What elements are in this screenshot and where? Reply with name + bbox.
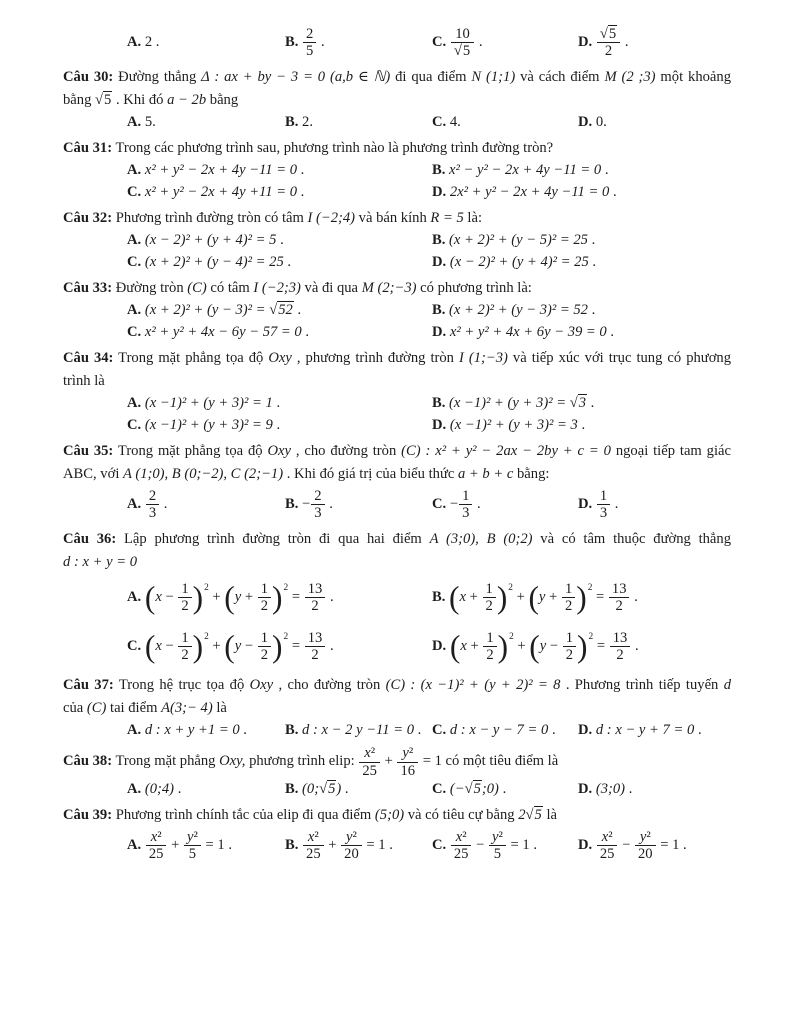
- math-expression: (x + 2)² + (y − 3)² = √52: [144, 301, 293, 318]
- option-B: B. $\frac{2}{5}$ .: [285, 26, 325, 60]
- math-expression: 2x² + y² − 2x + 4y −11 = 0: [449, 183, 610, 200]
- option-A: A. (x − 2)² + (y + 4)² = 5 .: [127, 231, 284, 248]
- math-expression: I (−2;4): [307, 209, 356, 226]
- option-C: C. $\frac{\text{x²}}{25}$ − $\frac{\text{y²}}{5}$ = 1 .: [432, 829, 537, 863]
- big-paren-open: (: [529, 628, 540, 664]
- options-row: [127, 829, 731, 863]
- math-expression: d : x − 2 y −11 = 0: [302, 722, 414, 739]
- question-stem-line: Câu 39: Phương trình chính tắc của elip đi qua điểm (5;0) và có tiêu cự bằng 2√5 là: [63, 807, 557, 824]
- question-block-38: [63, 745, 731, 798]
- math-expression: (−√5;0): [449, 781, 499, 798]
- option-key: C.: [432, 34, 447, 51]
- fraction: $\frac{1}{2}$: [177, 630, 192, 664]
- fraction: $\frac{2}{5}$: [302, 26, 317, 60]
- option-C: C. d : x − y − 7 = 0 .: [432, 722, 556, 739]
- big-paren-open: (: [144, 628, 156, 664]
- math-expression: a + b + c: [457, 466, 514, 483]
- options-row: [127, 722, 731, 739]
- big-paren-close: ): [497, 628, 509, 664]
- option-C: C. (−√5;0) .: [432, 781, 507, 798]
- math-expression: (x − 2)² + (y + 4)² = 25: [449, 253, 589, 270]
- option-B: B. (0;√5) .: [285, 781, 349, 798]
- option-C: C. x² + y² + 4x − 6y − 57 = 0 .: [127, 323, 310, 340]
- sqrt-expression: √5: [95, 91, 112, 108]
- math-expression: x: [460, 637, 467, 654]
- question-block-32: [63, 207, 731, 271]
- math-expression: x: [150, 829, 158, 846]
- option-A: A. $\frac{\text{x²}}{25}$ + $\frac{\text{y²}}{5}$ = 1 .: [127, 829, 232, 863]
- option-key: A.: [127, 722, 142, 739]
- question-number-label: Câu 32:: [63, 209, 113, 226]
- math-expression: Oxy,: [219, 753, 246, 770]
- option-key: A.: [127, 301, 142, 318]
- option-D: D. $\frac{\text{x²}}{25}$ − $\frac{\text{y²}}{20}$ = 1 .: [578, 829, 687, 863]
- math-expression: y: [539, 637, 547, 654]
- math-expression: M (2 ;3): [604, 68, 656, 85]
- option-key: D.: [578, 496, 593, 513]
- option-key: B.: [432, 161, 446, 178]
- big-paren-close: ): [577, 628, 588, 664]
- option-key: D.: [578, 837, 593, 854]
- sqrt-expression: √5: [319, 781, 336, 798]
- option-B: B. d : x − 2 y −11 = 0 .: [285, 722, 422, 739]
- big-paren-close: ): [192, 628, 204, 664]
- option-key: C.: [127, 417, 142, 434]
- math-expression: A (3;0), B (0;2): [429, 530, 533, 547]
- option-key: B.: [432, 589, 446, 606]
- math-expression: I (−2;3): [253, 279, 301, 296]
- fraction: $\frac{\text{x²}}{25}$: [358, 745, 381, 779]
- option-C: C. − $\frac{1}{3}$ .: [432, 488, 481, 522]
- option-key: D.: [578, 722, 593, 739]
- question-number-label: Câu 39:: [63, 807, 113, 824]
- superscript: 2: [204, 631, 209, 642]
- fraction: $\frac{\text{x²}}{25}$: [596, 829, 619, 863]
- option-D: D. $\frac{1}{3}$ .: [578, 488, 619, 522]
- math-expression: (C): [187, 279, 207, 296]
- option-key: B.: [285, 496, 299, 513]
- superscript: 2: [588, 631, 594, 642]
- sqrt-expression: √5: [464, 781, 481, 798]
- question-stem-line: Câu 35: Trong mặt phẳng tọa độ Oxy , cho đường tròn (C) : x² + y² − 2ax − 2by + c = 0 ngoại tiếp tam giác: [63, 443, 731, 460]
- option-key: A.: [127, 231, 142, 248]
- superscript: 2: [508, 582, 513, 593]
- math-expression: y: [538, 589, 546, 606]
- option-D: D. (x −1)² + (y + 3)² = 3 .: [432, 417, 586, 434]
- question-number-label: Câu 33:: [63, 279, 113, 296]
- math-expression: d : x − y − 7 = 0: [449, 722, 549, 739]
- option-key: A.: [127, 34, 142, 51]
- math-expression: A(3;− 4): [161, 700, 213, 717]
- option-B: B. (x + 2)² + (y − 3)² = 52 .: [432, 301, 596, 318]
- option-key: C.: [127, 183, 142, 200]
- superscript: 2: [587, 582, 593, 593]
- option-key: B.: [285, 781, 299, 798]
- fraction: $\frac{1}{3}$: [596, 488, 611, 522]
- option-D: D. d : x − y + 7 = 0 .: [578, 722, 702, 739]
- sqrt-expression: √5: [453, 43, 471, 60]
- option-key: D.: [578, 34, 593, 51]
- fraction: $\frac{1}{2}$: [257, 581, 272, 615]
- math-expression: A (1;0), B (0;−2), C (2;−1): [123, 466, 284, 483]
- big-paren-open: (: [449, 579, 460, 615]
- option-key: C.: [127, 323, 142, 340]
- option-key: C.: [432, 837, 447, 854]
- options-row: [127, 232, 731, 271]
- option-key: B.: [432, 395, 446, 412]
- superscript: 2: [509, 631, 514, 642]
- math-expression: Oxy: [268, 349, 292, 366]
- fraction: $\frac{\text{y²}}{16}$: [396, 745, 419, 779]
- math-expression: y: [491, 829, 499, 846]
- question-block-35: [63, 440, 731, 522]
- math-expression: M (2;−3): [361, 279, 417, 296]
- big-paren-open: (: [528, 579, 539, 615]
- option-A: A. (0;4) .: [127, 781, 182, 798]
- math-expression: I (1;−3): [458, 349, 508, 366]
- question-number-label: Câu 37:: [63, 677, 114, 694]
- math-expression: a − 2b: [167, 91, 207, 108]
- fraction: $\frac{13}{2}$: [608, 581, 631, 615]
- fraction: $\frac{1}{2}$: [257, 630, 272, 664]
- math-expression: y: [402, 745, 409, 762]
- option-key: D.: [578, 781, 593, 798]
- math-expression: N (1;1): [471, 68, 516, 85]
- math-expression: 2√5: [518, 807, 542, 824]
- math-expression: (C) : (x −1)² + (y + 2)² = 8: [385, 677, 561, 694]
- option-D: D. x² + y² + 4x + 6y − 39 = 0 .: [432, 323, 615, 340]
- fraction: $\frac{13}{2}$: [609, 630, 632, 664]
- fraction: $\frac{√5}{2}$: [596, 26, 621, 60]
- math-expression: x² + y² − 2x + 4y −11 = 0: [144, 161, 297, 178]
- option-A: A. $\frac{2}{3}$ .: [127, 488, 168, 522]
- question-number-label: Câu 35:: [63, 443, 114, 460]
- options-row: [127, 488, 731, 522]
- question-block-34: [63, 347, 731, 434]
- question-block-33: [63, 277, 731, 341]
- fraction: $\frac{\text{x²}}{25}$: [145, 829, 168, 863]
- options-row: [127, 302, 731, 341]
- question-stem-line: Câu 38: Trong mặt phẳng Oxy, phương trình elip: $\frac{\text{x²}}{25}$ + $\frac{\text{y²}}{16}$ = 1 có một tiêu điểm là: [63, 745, 559, 779]
- question-number-label: Câu 34:: [63, 349, 114, 366]
- question-block-30: [63, 66, 731, 131]
- math-expression: (x + 2)² + (y − 4)² = 25: [144, 253, 284, 270]
- math-expression: (C): [86, 700, 107, 717]
- fraction: $\frac{2}{3}$: [310, 488, 325, 522]
- fraction: $\frac{\text{x²}}{25}$: [302, 829, 325, 863]
- math-expression: y: [639, 829, 647, 846]
- question-number-label: Câu 31:: [63, 139, 113, 156]
- fraction: $\frac{\text{y²}}{5}$: [488, 829, 507, 863]
- option-B: B. 2.: [285, 113, 313, 130]
- options-row: [127, 781, 731, 798]
- math-expression: Δ : ax + by − 3 = 0 (a,b ∈ ℕ): [201, 68, 391, 85]
- option-C: C. x² + y² − 2x + 4y +11 = 0 .: [127, 183, 305, 200]
- question-block-39: [63, 804, 731, 863]
- fraction: $\frac{1}{2}$: [177, 581, 192, 615]
- question-stem-line: bằng √5 . Khi đó a − 2b bằng: [63, 91, 239, 108]
- math-expression: (5;0): [374, 807, 405, 824]
- math-expression: (x + 2)² + (y − 5)² = 25: [449, 231, 588, 248]
- math-expression: x: [307, 829, 315, 846]
- big-paren-close: ): [576, 579, 587, 615]
- big-paren-open: (: [449, 628, 461, 664]
- option-A: A. (x + 2)² + (y − 3)² = √52 .: [127, 301, 302, 318]
- option-A: A. x² + y² − 2x + 4y −11 = 0 .: [127, 161, 305, 178]
- option-B: B. $\frac{\text{x²}}{25}$ + $\frac{\text{y²}}{20}$ = 1 .: [285, 829, 393, 863]
- math-expression: (x −1)² + (y + 3)² = √3: [449, 395, 587, 412]
- fraction: $\frac{\text{y²}}{20}$: [634, 829, 657, 863]
- fraction: $\frac{10}{√5}$: [450, 26, 475, 60]
- option-key: A.: [127, 113, 142, 130]
- option-key: C.: [127, 637, 142, 654]
- math-expression: R = 5: [430, 209, 464, 226]
- math-expression: d : x + y +1 = 0: [144, 722, 240, 739]
- big-paren-open: (: [224, 628, 235, 664]
- option-key: A.: [127, 496, 142, 513]
- option-C: C. (x + 2)² + (y − 4)² = 25 .: [127, 253, 292, 270]
- math-expression: x: [601, 829, 609, 846]
- option-key: C.: [432, 496, 447, 513]
- big-paren-open: (: [224, 579, 235, 615]
- question-number-label: Câu 36:: [63, 530, 117, 547]
- math-expression: d : x + y = 0: [63, 553, 137, 570]
- option-key: D.: [432, 637, 447, 654]
- option-key: B.: [285, 722, 299, 739]
- option-B: B. (x −1)² + (y + 3)² = √3 .: [432, 395, 595, 412]
- math-expression: x: [155, 637, 162, 654]
- question-stem-line: ABC, với A (1;0), B (0;−2), C (2;−1) . Khi đó giá trị của biểu thức a + b + c bằng:: [63, 466, 550, 483]
- question-block-29-options: [63, 26, 731, 60]
- superscript: 2: [283, 631, 289, 642]
- question-stem-line: Câu 37: Trong hệ trục tọa độ Oxy , cho đường tròn (C) : (x −1)² + (y + 2)² = 8 . Phương trình tiếp tuyến d: [63, 677, 731, 694]
- question-number-label: Câu 38:: [63, 753, 113, 770]
- fraction: $\frac{1}{2}$: [561, 581, 576, 615]
- option-D: D. 2x² + y² − 2x + 4y −11 = 0 .: [432, 183, 617, 200]
- option-D: D. (x + $\frac{1}{2}$ )$^2$ + (y − $\frac{1}{2}$ )$^2$ = $\frac{13}{2}$ .: [432, 628, 639, 664]
- fraction: $\frac{13}{2}$: [304, 630, 327, 664]
- fraction: $\frac{\text{y²}}{20}$: [340, 829, 363, 863]
- option-B: B. (x + 2)² + (y − 5)² = 25 .: [432, 231, 596, 248]
- option-C: C. 4.: [432, 113, 461, 130]
- math-expression: x² + y² + 4x + 6y − 39 = 0: [449, 323, 607, 340]
- fraction: $\frac{1}{2}$: [562, 630, 577, 664]
- option-A: A. (x − $\frac{1}{2}$ )$^2$ + (y + $\frac{1}{2}$ )$^2$ = $\frac{13}{2}$ .: [127, 579, 334, 615]
- option-D: D. $\frac{√5}{2}$ .: [578, 26, 629, 60]
- math-expression: y: [234, 637, 242, 654]
- math-expression: (0;√5): [302, 781, 342, 798]
- option-key: C.: [432, 113, 447, 130]
- math-expression: (x − 2)² + (y + 4)² = 5: [144, 231, 277, 248]
- question-stem-line: Câu 30: Đường thẳng Δ : ax + by − 3 = 0 (a,b ∈ ℕ) đi qua điểm N (1;1) và cách điểm M (2 ;3) một khoảng: [63, 68, 731, 85]
- math-expression: x² + y² + 4x − 6y − 57 = 0: [144, 323, 302, 340]
- big-paren-close: ): [192, 579, 204, 615]
- option-key: B.: [285, 113, 299, 130]
- big-paren-close: ): [272, 628, 283, 664]
- question-number-label: Câu 30:: [63, 68, 114, 85]
- sqrt-expression: √5: [599, 26, 617, 42]
- option-C: C. $\frac{10}{√5}$ .: [432, 26, 483, 60]
- big-paren-open: (: [144, 579, 156, 615]
- math-expression: (x + 2)² + (y − 3)² = 52: [449, 301, 588, 318]
- option-D: D. (x − 2)² + (y + 4)² = 25 .: [432, 253, 597, 270]
- options-row: [127, 162, 731, 201]
- option-key: D.: [432, 253, 447, 270]
- question-stem-line: Câu 34: Trong mặt phẳng tọa độ Oxy , phương trình đường tròn I (1;−3) và tiếp xúc với trục tung có phương: [63, 349, 732, 366]
- question-stem-line: Câu 32: Phương trình đường tròn có tâm I (−2;4) và bán kính R = 5 là:: [63, 209, 483, 226]
- fraction: $\frac{1}{3}$: [458, 488, 473, 522]
- question-stem-line: Câu 33: Đường tròn (C) có tâm I (−2;3) và đi qua M (2;−3) có phương trình là:: [63, 279, 532, 296]
- option-key: C.: [432, 781, 447, 798]
- big-paren-close: ): [496, 579, 508, 615]
- fraction: $\frac{1}{2}$: [482, 581, 497, 615]
- question-block-36: [63, 528, 731, 668]
- options-row: [127, 114, 731, 131]
- math-expression: (0;4): [144, 781, 175, 798]
- option-B: B. x² − y² − 2x + 4y −11 = 0 .: [432, 161, 609, 178]
- math-expression: Oxy: [249, 677, 274, 694]
- math-expression: (x −1)² + (y + 3)² = 9: [144, 417, 273, 434]
- fraction: $\frac{\text{x²}}{25}$: [450, 829, 473, 863]
- option-C: C. (x − $\frac{1}{2}$ )$^2$ + (y − $\frac{1}{2}$ )$^2$ = $\frac{13}{2}$ .: [127, 628, 334, 664]
- option-A: A. 5.: [127, 113, 156, 130]
- sqrt-expression: √5: [525, 807, 542, 824]
- question-block-31: [63, 137, 731, 201]
- superscript: 2: [204, 582, 209, 593]
- option-B: B. − $\frac{2}{3}$ .: [285, 488, 333, 522]
- option-A: A. 2 .: [127, 34, 160, 51]
- question-stem-line: [63, 551, 731, 574]
- option-key: D.: [432, 323, 447, 340]
- option-key: D.: [432, 417, 447, 434]
- exam-content: [63, 26, 731, 863]
- question-stem-line: trình là: [63, 372, 105, 389]
- option-key: B.: [285, 34, 299, 51]
- option-key: B.: [432, 301, 446, 318]
- math-expression: d : x − y + 7 = 0: [595, 722, 695, 739]
- option-key: C.: [127, 253, 142, 270]
- question-stem-line: Câu 31: Trong các phương trình sau, phương trình nào là phương trình đường tròn?: [63, 139, 554, 156]
- sqrt-expression: √52: [269, 301, 293, 318]
- option-key: C.: [432, 722, 447, 739]
- math-expression: x: [455, 829, 463, 846]
- math-expression: d: [723, 677, 731, 694]
- options-row: [127, 576, 731, 668]
- sqrt-expression: √3: [569, 395, 587, 412]
- options-row: [127, 395, 731, 434]
- fraction: $\frac{2}{3}$: [145, 488, 160, 522]
- option-key: A.: [127, 161, 142, 178]
- math-expression: (x −1)² + (y + 3)² = 3: [449, 417, 578, 434]
- option-key: A.: [127, 395, 142, 412]
- question-block-37: [63, 674, 731, 739]
- option-key: B.: [432, 231, 446, 248]
- option-D: D. (3;0) .: [578, 781, 633, 798]
- fraction: $\frac{\text{y²}}{5}$: [183, 829, 202, 863]
- question-stem-line: của (C) tai điểm A(3;− 4) là: [63, 700, 227, 717]
- math-expression: y: [186, 829, 194, 846]
- fraction: $\frac{1}{2}$: [482, 630, 497, 664]
- math-expression: (x −1)² + (y + 3)² = 1: [144, 395, 273, 412]
- question-stem-line: Câu 36: Lập phương trình đường tròn đi qua hai điểm A (3;0), B (0;2) và có tâm thuộc đường thẳng: [63, 530, 732, 547]
- option-key: A.: [127, 837, 142, 854]
- math-expression: y: [234, 589, 242, 606]
- math-expression: x: [155, 589, 162, 606]
- math-expression: x² + y² − 2x + 4y +11 = 0: [144, 183, 297, 200]
- math-expression: x² − y² − 2x + 4y −11 = 0: [449, 161, 602, 178]
- option-D: D. 0.: [578, 113, 607, 130]
- superscript: 2: [283, 582, 289, 593]
- math-expression: x: [459, 589, 466, 606]
- math-expression: y: [346, 829, 353, 846]
- big-paren-close: ): [272, 579, 283, 615]
- fraction: $\frac{13}{2}$: [304, 581, 327, 615]
- math-expression: Oxy: [267, 443, 291, 460]
- options-row: [127, 26, 731, 60]
- option-key: D.: [578, 113, 593, 130]
- option-key: A.: [127, 781, 142, 798]
- math-expression: (3;0): [595, 781, 626, 798]
- option-key: A.: [127, 589, 142, 606]
- option-B: B. (x + $\frac{1}{2}$ )$^2$ + (y + $\frac{1}{2}$ )$^2$ = $\frac{13}{2}$ .: [432, 579, 638, 615]
- option-key: D.: [432, 183, 447, 200]
- option-A: A. d : x + y +1 = 0 .: [127, 722, 247, 739]
- math-expression: (C) : x² + y² − 2ax − 2by + c = 0: [401, 443, 611, 460]
- option-C: C. (x −1)² + (y + 3)² = 9 .: [127, 417, 281, 434]
- math-expression: x: [364, 745, 371, 762]
- option-key: B.: [285, 837, 299, 854]
- option-A: A. (x −1)² + (y + 3)² = 1 .: [127, 395, 281, 412]
